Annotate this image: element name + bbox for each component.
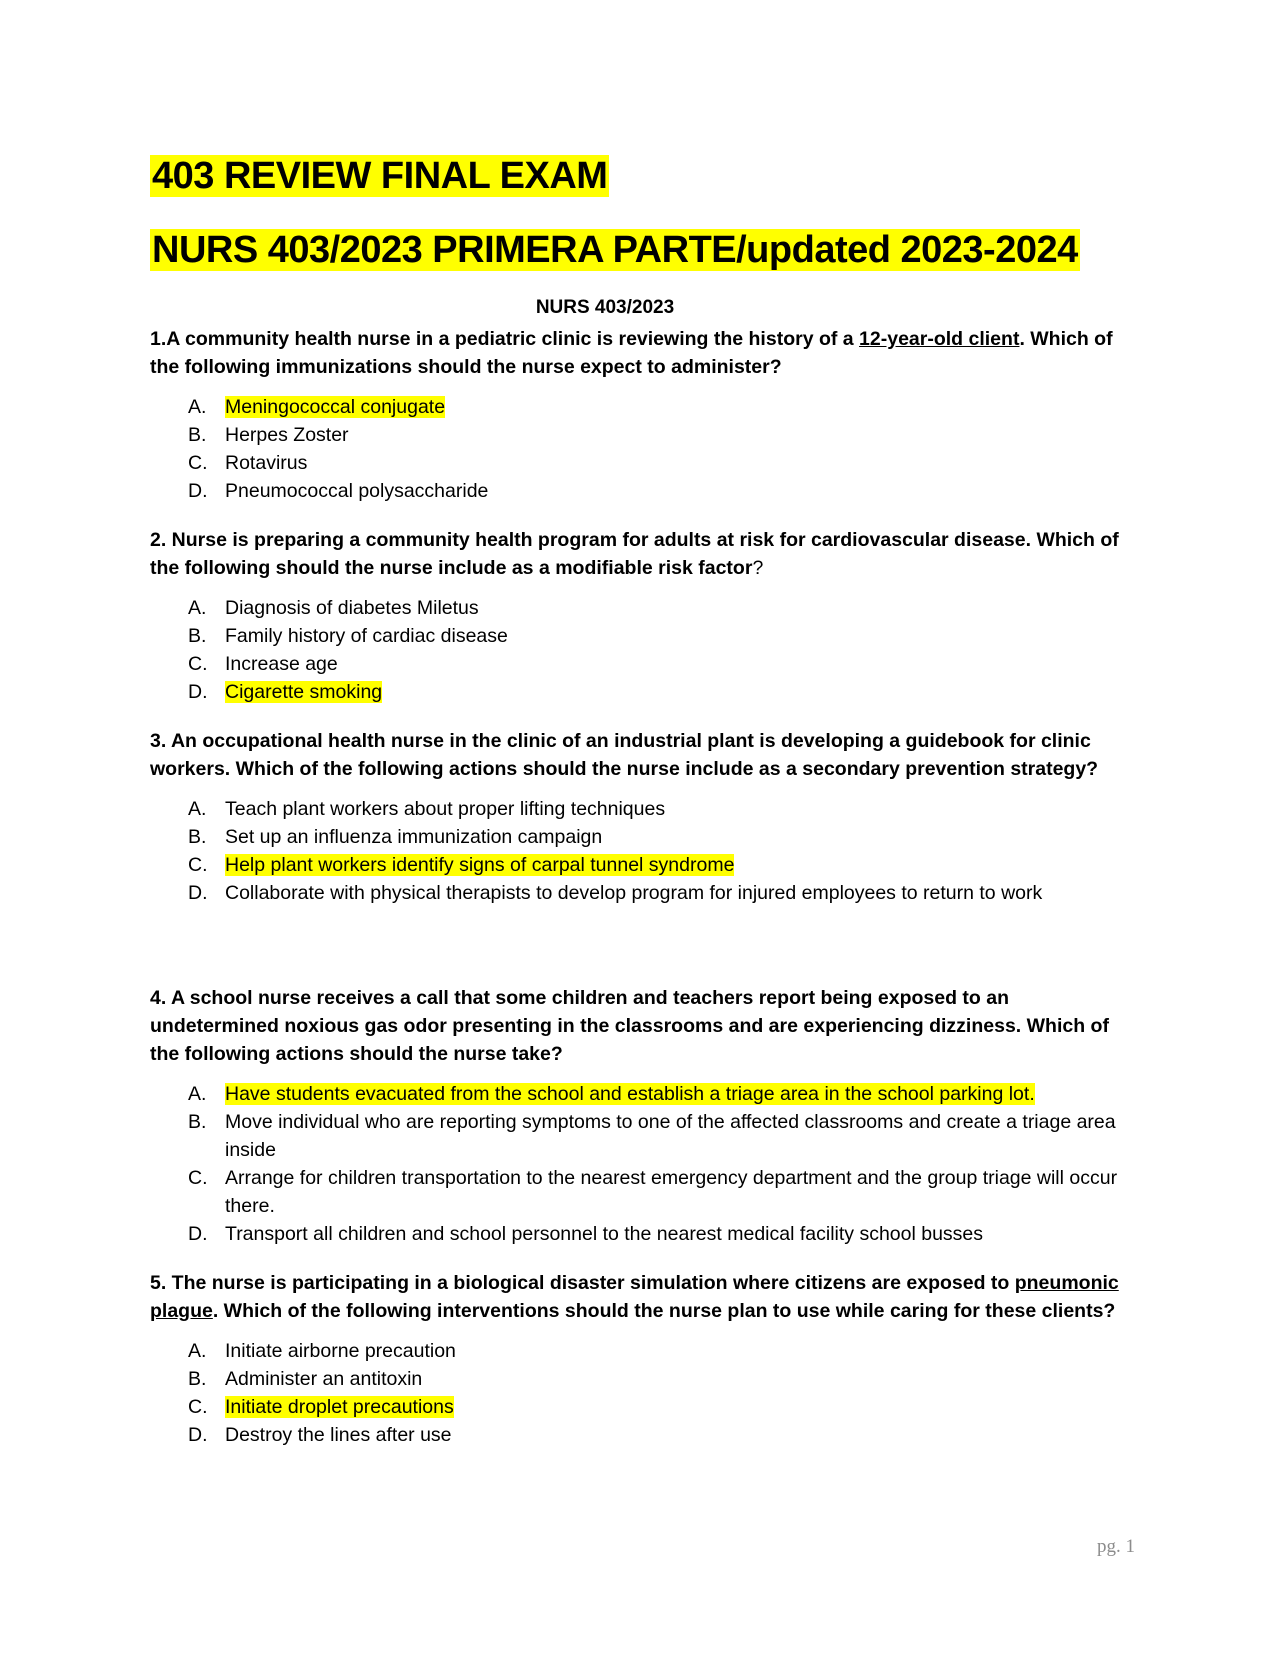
document-title <box>150 151 609 201</box>
answer-option <box>188 622 1140 650</box>
course-code-heading: NURS 403/2023 <box>535 297 675 318</box>
question-text <box>150 1269 1140 1325</box>
answer-option <box>188 1421 1140 1449</box>
answer-options <box>150 594 1140 706</box>
option-letter: B. <box>188 1368 207 1390</box>
option-text: Move individual who are reporting symptoms to one of the affected classrooms and create a triage area inside <box>225 1111 1116 1161</box>
answer-option <box>188 795 1140 823</box>
option-text: Pneumococcal polysaccharide <box>225 480 489 502</box>
option-text-correct: Help plant workers identify signs of carpal tunnel syndrome <box>225 854 735 876</box>
option-text: Destroy the lines after use <box>225 1424 452 1446</box>
option-text-correct: Cigarette smoking <box>225 681 383 703</box>
question-text-part: ? <box>752 557 764 579</box>
option-text: Collaborate with physical therapists to develop program for injured employees to return to work <box>225 882 1043 904</box>
question-text-part: . Which of the following interventions should the nurse plan to use while caring for these clients? <box>212 1300 1116 1322</box>
question-underlined-text: pneumonic plague <box>150 1272 1119 1322</box>
document-subtitle-heading <box>150 225 1080 275</box>
page-number: pg. 1 <box>1097 1536 1135 1557</box>
answer-option <box>188 594 1140 622</box>
answer-option <box>188 477 1140 505</box>
answer-option <box>188 1164 1140 1220</box>
option-text: Rotavirus <box>225 452 308 474</box>
question-text-part: 2. Nurse is preparing a community health program for adults at risk for cardiovascular disease. Which of the following should the nurse include as a modifiable risk factor <box>150 529 1119 579</box>
option-text: Increase age <box>225 653 338 675</box>
question-text: 4. A school nurse receives a call that some children and teachers report being exposed to an undetermined noxious gas odor presenting in the classrooms and are experiencing dizziness. Which of the following actions should the nurse take? <box>150 987 1109 1065</box>
option-text: Teach plant workers about proper lifting techniques <box>225 798 666 820</box>
option-letter: C. <box>188 1396 208 1418</box>
answer-option <box>188 650 1140 678</box>
option-letter: A. <box>188 798 207 820</box>
document-title-text: 403 REVIEW FINAL EXAM <box>152 155 608 197</box>
question-text: 3. An occupational health nurse in the clinic of an industrial plant is developing a guidebook for clinic workers. Which of the following actions should the nurse include as a secondary prevention strategy? <box>150 730 1099 780</box>
option-letter: A. <box>188 396 207 418</box>
answer-options <box>150 393 1140 505</box>
question-block-5 <box>150 1269 1140 1449</box>
option-text-correct: Have students evacuated from the school and establish a triage area in the school parking lot. <box>225 1083 1035 1105</box>
option-letter: C. <box>188 653 208 675</box>
answer-option <box>188 851 1140 879</box>
question-block-1 <box>150 325 1140 505</box>
answer-option <box>188 879 1140 907</box>
answer-options <box>150 1080 1140 1248</box>
option-letter: C. <box>188 854 208 876</box>
answer-option <box>188 449 1140 477</box>
answer-option <box>188 823 1140 851</box>
option-text: Family history of cardiac disease <box>225 625 508 647</box>
option-letter: A. <box>188 1083 207 1105</box>
answer-option <box>188 421 1140 449</box>
option-text: Herpes Zoster <box>225 424 349 446</box>
answer-option <box>188 1337 1140 1365</box>
answer-option <box>188 1080 1140 1108</box>
option-letter: D. <box>188 882 208 904</box>
option-text: Diagnosis of diabetes Miletus <box>225 597 479 619</box>
question-block-4 <box>150 984 1140 1248</box>
option-text: Administer an antitoxin <box>225 1368 423 1390</box>
answer-options <box>150 795 1140 907</box>
question-text <box>150 526 1140 582</box>
answer-option <box>188 393 1140 421</box>
option-text: Arrange for children transportation to the nearest emergency department and the group triage will occur there. <box>225 1167 1118 1217</box>
answer-options <box>150 1337 1140 1449</box>
answer-option <box>188 1365 1140 1393</box>
question-underlined-text: 12-year-old client <box>859 328 1020 350</box>
option-letter: D. <box>188 480 208 502</box>
question-text <box>150 325 1140 381</box>
option-letter: B. <box>188 826 207 848</box>
document-subtitle-heading-text: NURS 403/2023 PRIMERA PARTE/updated 2023-2024 <box>152 229 1078 271</box>
option-letter: D. <box>188 1424 208 1446</box>
question-block-3 <box>150 727 1140 907</box>
option-text: Transport all children and school personnel to the nearest medical facility school busses <box>225 1223 984 1245</box>
option-letter: D. <box>188 1223 208 1245</box>
answer-option <box>188 678 1140 706</box>
option-letter: A. <box>188 597 207 619</box>
option-text-correct: Initiate droplet precautions <box>225 1396 454 1418</box>
option-letter: D. <box>188 681 208 703</box>
option-text: Set up an influenza immunization campaign <box>225 826 603 848</box>
question-text-part: . Which of the following immunizations should the nurse expect to administer? <box>150 328 1113 378</box>
option-text-correct: Meningococcal conjugate <box>225 396 446 418</box>
answer-option <box>188 1108 1140 1164</box>
option-letter: A. <box>188 1340 207 1362</box>
question-block-2 <box>150 526 1140 706</box>
question-text-part: 1.A community health nurse in a pediatric clinic is reviewing the history of a <box>150 328 860 350</box>
answer-option <box>188 1393 1140 1421</box>
option-letter: C. <box>188 1167 208 1189</box>
option-letter: B. <box>188 625 207 647</box>
option-letter: B. <box>188 424 207 446</box>
answer-option <box>188 1220 1140 1248</box>
option-letter: C. <box>188 452 208 474</box>
option-text: Initiate airborne precaution <box>225 1340 456 1362</box>
option-letter: B. <box>188 1111 207 1133</box>
question-text-part: 5. The nurse is participating in a biological disaster simulation where citizens are exposed to <box>150 1272 1015 1294</box>
